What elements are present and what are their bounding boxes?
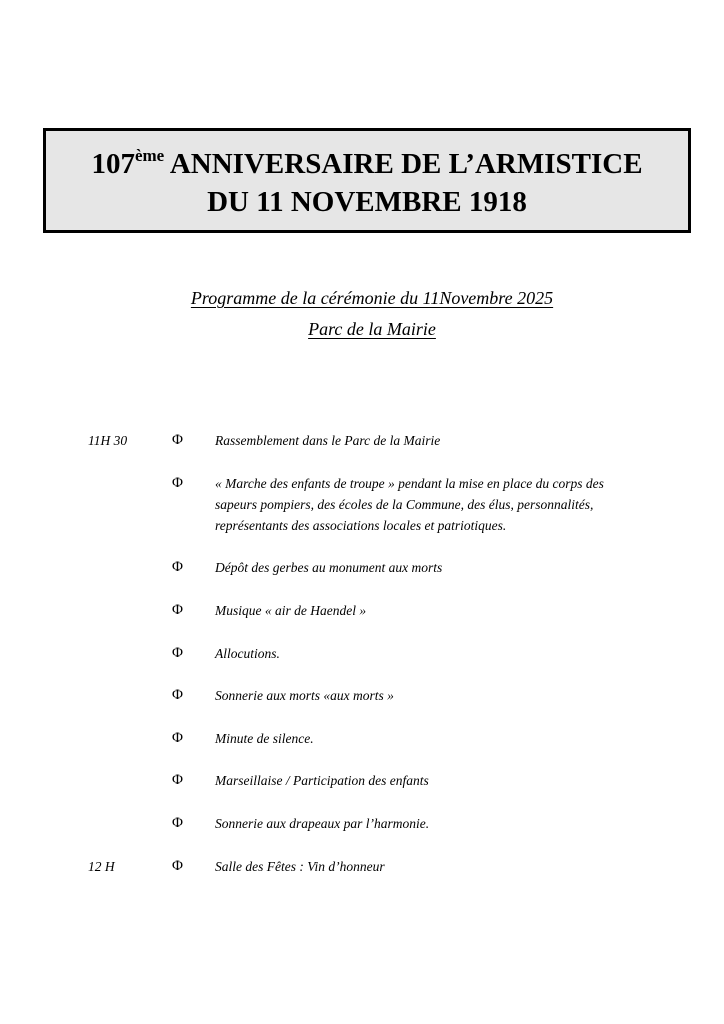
title-number: 107 [91, 148, 135, 180]
subtitle-program-text: Programme de la cérémonie du 11Novembre 2025 [190, 288, 554, 308]
program-text: Sonnerie aux drapeaux par l’harmonie. [215, 816, 430, 831]
title-box [43, 128, 691, 233]
subtitle-line-1 [10, 288, 724, 309]
bullet-phi-icon: Φ [172, 432, 183, 448]
bullet-phi-icon: Φ [172, 559, 183, 575]
bullet-phi-icon: Φ [172, 602, 183, 618]
title-superscript: ème [134, 146, 165, 165]
bullet-phi-icon: Φ [172, 858, 183, 874]
title-line-2: DU 11 NOVEMBRE 1918 [207, 186, 527, 218]
program-text: Minute de silence. [215, 731, 314, 746]
bullet-phi-icon: Φ [172, 475, 183, 491]
title-line-1-rest: ANNIVERSAIRE DE L’ARMISTICE [164, 148, 643, 180]
program-text: Sonnerie aux morts «aux morts » [215, 688, 394, 703]
program-time: 11H 30 [88, 433, 128, 448]
bullet-phi-icon: Φ [172, 730, 183, 746]
bullet-phi-icon: Φ [172, 645, 183, 661]
bullet-phi-icon: Φ [172, 815, 183, 831]
program-text: Rassemblement dans le Parc de la Mairie [215, 433, 441, 448]
subtitle-location-text: Parc de la Mairie [308, 319, 436, 339]
bullet-phi-icon: Φ [172, 687, 183, 703]
program-text: Allocutions. [215, 646, 280, 661]
program-text: Musique « air de Haendel » [215, 603, 367, 618]
program-time: 12 H [88, 859, 115, 874]
title-line-1 [46, 145, 688, 183]
program-text: Salle des Fêtes : Vin d’honneur [215, 859, 385, 874]
program-text: Marseillaise / Participation des enfants [215, 773, 429, 788]
program-text: Dépôt des gerbes au monument aux morts [215, 560, 443, 575]
bullet-phi-icon: Φ [172, 772, 183, 788]
subtitle-line-2 [10, 319, 724, 340]
program-text: « Marche des enfants de troupe » pendant la mise en place du corps des sapeurs pompiers, des écoles de la Commune, des élus, personnalités, représentants des associations locales et patriotiques. [215, 476, 604, 533]
